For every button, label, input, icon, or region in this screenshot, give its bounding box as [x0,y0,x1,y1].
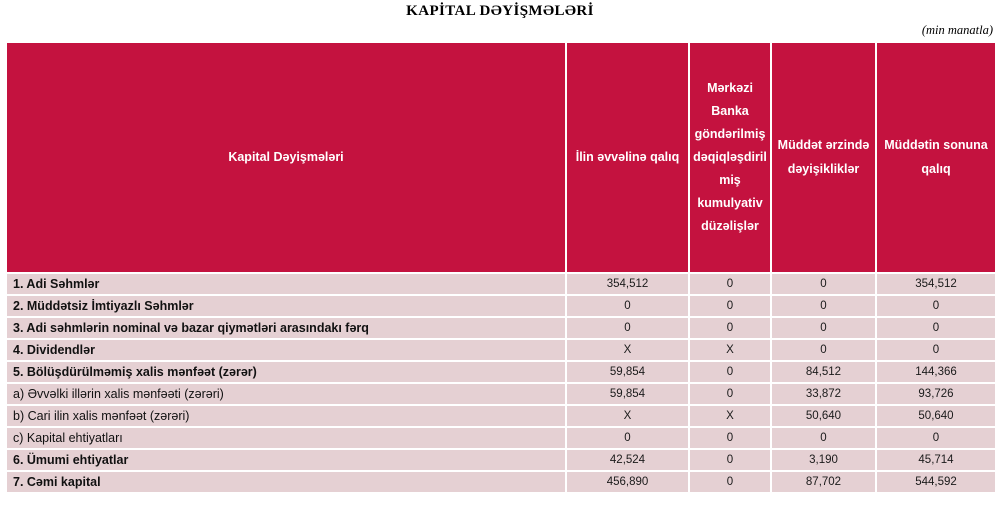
row-value: 144,366 [876,361,996,383]
row-label: 5. Bölüşdürülməmiş xalis mənfəət (zərər) [6,361,566,383]
table-row [6,273,996,295]
column-header-cumulative-adjustments: Mərkəzi Banka göndərilmiş dəqiqləşdirilmiş kumulyativ düzəlişlər [689,42,771,273]
table-row [6,361,996,383]
row-label: a) Əvvəlki illərin xalis mənfəəti (zərəri) [6,383,566,405]
table-row [6,449,996,471]
row-value: 0 [689,383,771,405]
row-value: 354,512 [566,273,689,295]
row-value: 0 [689,317,771,339]
column-header-period-changes: Müddət ərzində dəyişikliklər [771,42,876,273]
row-value: 0 [566,295,689,317]
row-value: 45,714 [876,449,996,471]
row-value: 0 [876,295,996,317]
row-label: 3. Adi səhmlərin nominal və bazar qiymətləri arasındakı fərq [6,317,566,339]
row-value: 50,640 [876,405,996,427]
row-value: 0 [566,427,689,449]
row-value: 42,524 [566,449,689,471]
row-value: 0 [566,317,689,339]
table-row [6,317,996,339]
column-header-label: Kapital Dəyişmələri [6,42,566,273]
row-value: 3,190 [771,449,876,471]
row-value: 456,890 [566,471,689,493]
row-value: 0 [689,427,771,449]
row-value: 0 [771,273,876,295]
row-value: X [689,339,771,361]
row-value: 354,512 [876,273,996,295]
row-value: 93,726 [876,383,996,405]
row-value: 59,854 [566,383,689,405]
table-body [6,273,996,493]
row-value: 87,702 [771,471,876,493]
page-title: KAPİTAL DƏYİŞMƏLƏRİ [406,3,594,19]
row-value: 0 [689,295,771,317]
column-header-ending-balance: Müddətin sonuna qalıq [876,42,996,273]
row-value: 0 [876,427,996,449]
row-label: 6. Ümumi ehtiyatlar [6,449,566,471]
table-row [6,427,996,449]
row-value: X [689,405,771,427]
row-value: 0 [771,339,876,361]
row-value: 544,592 [876,471,996,493]
row-value: 33,872 [771,383,876,405]
table-row [6,339,996,361]
column-header-beginning-balance: İlin əvvəlinə qalıq [566,42,689,273]
row-value: 0 [876,339,996,361]
row-label: 7. Cəmi kapital [6,471,566,493]
row-value: 0 [771,427,876,449]
row-label: b) Cari ilin xalis mənfəət (zərəri) [6,405,566,427]
row-value: X [566,405,689,427]
row-value: 0 [689,471,771,493]
table-row [6,405,996,427]
row-value: 0 [689,361,771,383]
capital-changes-table [5,41,997,494]
row-value: 0 [771,317,876,339]
row-value: 50,640 [771,405,876,427]
row-label: 4. Dividendlər [6,339,566,361]
table-header [6,42,996,273]
row-value: 0 [771,295,876,317]
row-label: 2. Müddətsiz İmtiyazlı Səhmlər [6,295,566,317]
row-label: c) Kapital ehtiyatları [6,427,566,449]
row-value: 84,512 [771,361,876,383]
header-row [6,42,996,273]
row-value: X [566,339,689,361]
table-row [6,471,996,493]
unit-note: (min manatla) [921,23,993,37]
table-row [6,383,996,405]
row-value: 0 [689,449,771,471]
row-label: 1. Adi Səhmlər [6,273,566,295]
row-value: 0 [689,273,771,295]
table-row [6,295,996,317]
row-value: 59,854 [566,361,689,383]
row-value: 0 [876,317,996,339]
